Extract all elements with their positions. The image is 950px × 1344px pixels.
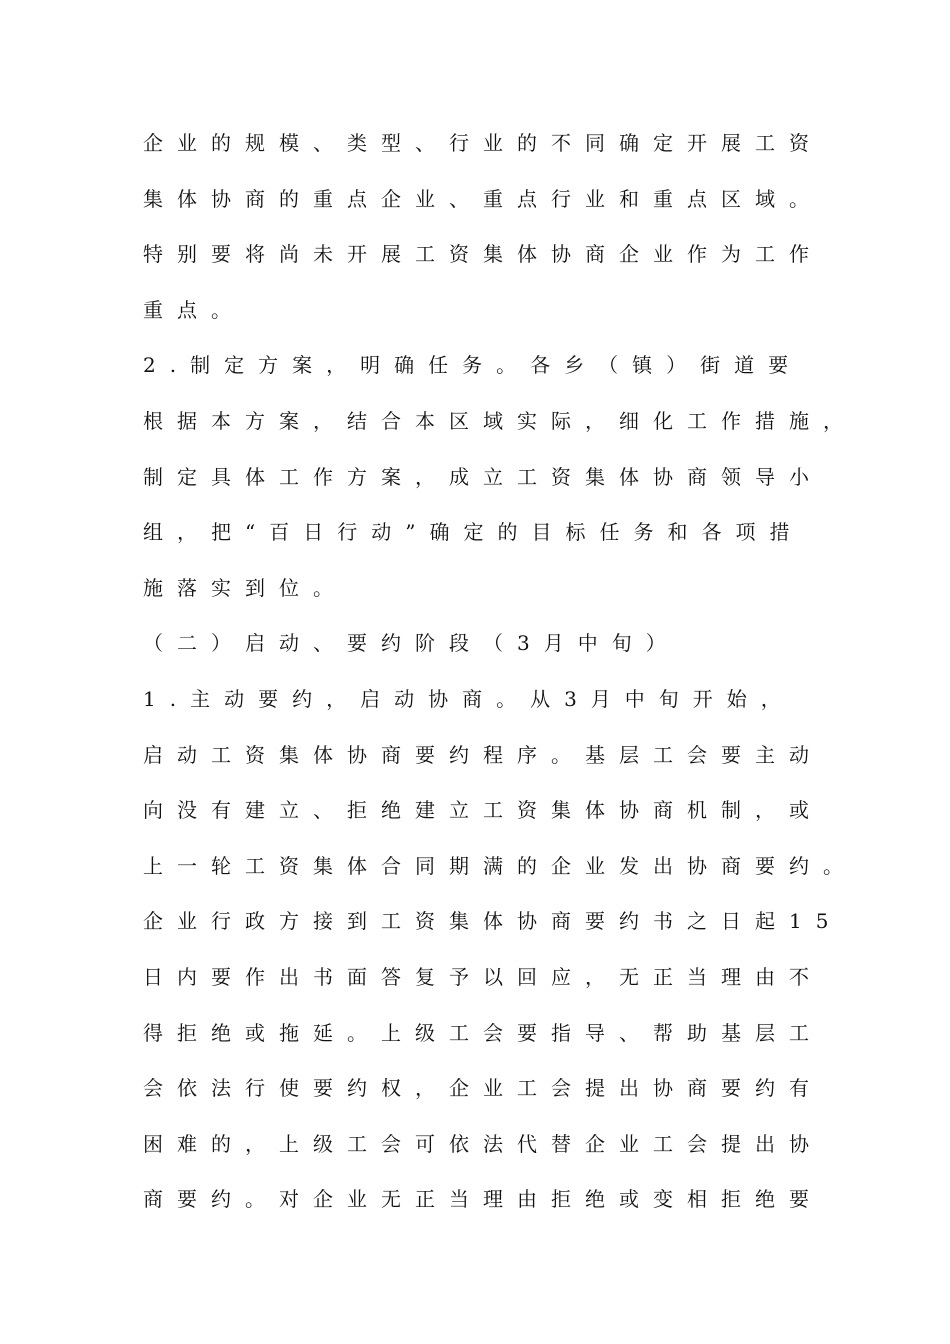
text-line: 启动工资集体协商要约程序。基层工会要主动 — [143, 742, 823, 767]
text-line: 特别要将尚未开展工资集体协商企业作为工作 — [143, 242, 823, 267]
text-line: 制定具体工作方案，成立工资集体协商领导小 — [143, 464, 823, 489]
text-line: 向没有建立、拒绝建立工资集体协商机制，或 — [143, 798, 823, 823]
text-line: 企业的规模、类型、行业的不同确定开展工资 — [143, 131, 823, 155]
text-line: 日内要作出书面答复予以回应，无正当理由不 — [143, 964, 823, 989]
text-line: 组，把“百日行动”确定的目标任务和各项措 — [143, 520, 804, 545]
text-line: 得拒绝或拖延。上级工会要指导、帮助基层工 — [143, 1020, 823, 1045]
document-body — [143, 116, 857, 1228]
text-line: 施落实到位。 — [143, 575, 347, 600]
text-line: 商要约。对企业无正当理由拒绝或变相拒绝要 — [143, 1187, 823, 1212]
section-heading: （二）启动、要约阶段（3月中旬） — [143, 631, 680, 656]
text-line: 根据本方案，结合本区域实际，细化工作措施， — [143, 408, 857, 433]
text-line: 集体协商的重点企业、重点行业和重点区域。 — [143, 186, 823, 211]
text-line: 上一轮工资集体合同期满的企业发出协商要约。 — [143, 853, 857, 878]
text-line: 困难的，上级工会可依法代替企业工会提出协 — [143, 1131, 823, 1156]
text-line: 企业行政方接到工资集体协商要约书之日起15 — [143, 909, 843, 934]
text-line: 1.主动要约，启动协商。从3月中旬开始， — [143, 686, 795, 711]
text-line: 重点。 — [143, 297, 245, 322]
text-line: 会依法行使要约权，企业工会提出协商要约有 — [143, 1076, 823, 1101]
text-line: 2.制定方案，明确任务。各乡（镇）街道要 — [143, 353, 803, 378]
